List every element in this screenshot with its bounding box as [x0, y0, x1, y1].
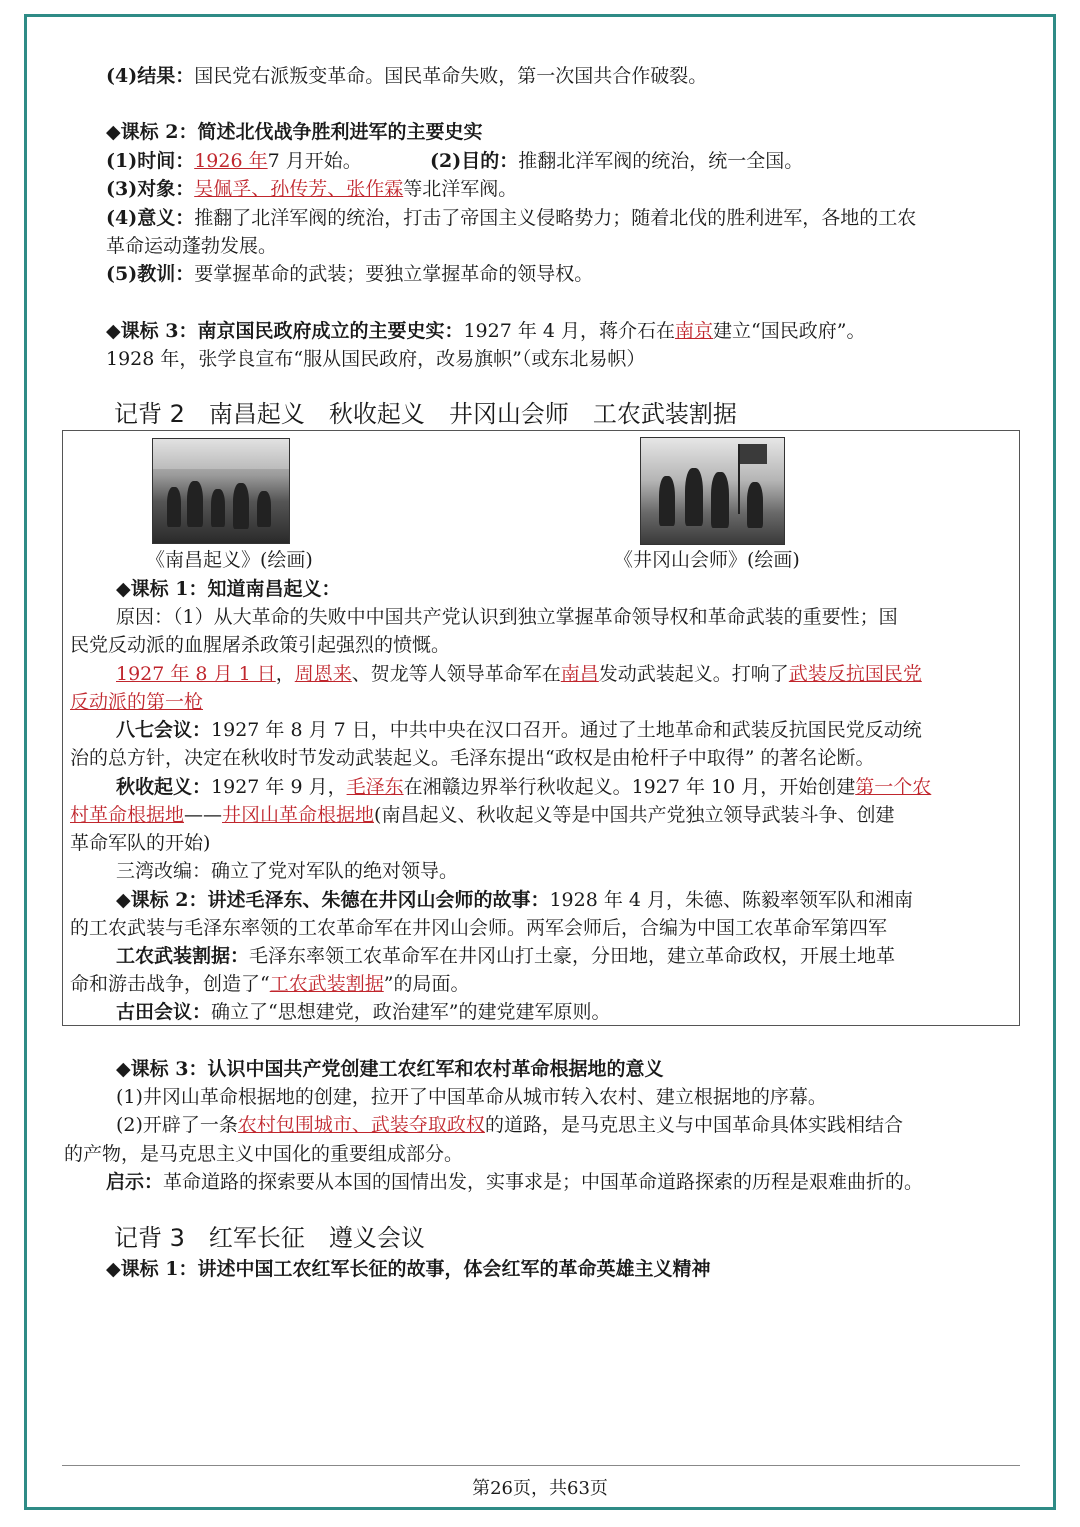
purpose-line: (2)目的：推翻北洋军阀的统治，统一全国。	[430, 150, 804, 172]
autumn-harvest-cont: 村革命根据地——井冈山革命根据地(南昌起义、秋收起义等是中国共产党独立领导武装斗争、创建	[70, 804, 895, 826]
cause-line: 原因：（1）从大革命的失败中中国共产党认识到独立掌握革命领导权和革命武装的重要性；国	[116, 606, 898, 628]
autumn-harvest-cont2: 革命军队的开始)	[70, 832, 211, 854]
armed-separatism-cont: 命和游击战争，创造了“工农武装割据”的局面。	[70, 973, 470, 995]
time-line: (1)时间：1926 年7 月开始。	[106, 150, 362, 172]
cause-cont: 民党反动派的血腥屠杀政策引起强烈的愤慨。	[70, 634, 451, 656]
gutian-line: 古田会议：确立了“思想建党，政治建军”的建党建军原则。	[116, 1001, 611, 1023]
page-number: 第26页，共63页	[472, 1478, 608, 1499]
nanchang-uprising-painting	[152, 438, 290, 544]
revelation-line: 启示：革命道路的探索要从本国的国情出发，实事求是；中国革命道路探索的历程是艰难曲折的。	[106, 1171, 924, 1193]
box-standard-2-line: ◆课标 2：讲述毛泽东、朱德在井冈山会师的故事：1928 年 4 月，朱德、陈毅率领军队和湘南	[116, 889, 914, 911]
lesson-line: (5)教训：要掌握革命的武装；要独立掌握革命的领导权。	[106, 263, 594, 285]
nanchang-line: 1927 年 8 月 1 日，周恩来、贺龙等人领导革命军在南昌发动武装起义。打响了武装反抗国民党	[116, 663, 922, 685]
target-line: (3)对象：吴佩孚、孙传芳、张作霖等北洋军阀。	[106, 178, 518, 200]
long-march-standard: ◆课标 1：讲述中国工农红军长征的故事，体会红军的革命英雄主义精神	[106, 1258, 711, 1280]
standard-2-heading: ◆课标 2：简述北伐战争胜利进军的主要史实	[106, 121, 483, 143]
standard-3-cont: 1928 年，张学良宣布“服从国民政府，改易旗帜”（或东北易帜）	[106, 348, 646, 370]
box-standard-2-cont: 的工农武装与毛泽东率领的工农革命军在井冈山会师。两军会师后，合编为中国工农革命军第四军	[70, 917, 888, 939]
sanwan-line: 三湾改编：确立了党对军队的绝对领导。	[116, 860, 459, 882]
box-standard-1: ◆课标 1：知道南昌起义：	[116, 578, 341, 600]
standard-3-line: ◆课标 3：南京国民政府成立的主要史实：1927 年 4 月，蒋介石在南京建立“国民政府”。	[106, 320, 866, 342]
significance-2-cont: 的产物，是马克思主义中国化的重要组成部分。	[64, 1143, 464, 1165]
armed-separatism-line: 工农武装割据：毛泽东率领工农革命军在井冈山打土豪，分田地，建立革命政权，开展土地革	[116, 945, 896, 967]
august-7-line: 八七会议：1927 年 8 月 7 日，中共中央在汉口召开。通过了土地革命和武装反抗国民党反动统	[116, 719, 922, 741]
footer-rule	[62, 1465, 1020, 1466]
caption-nanchang: 《南昌起义》(绘画)	[146, 549, 313, 571]
section-heading-3: 记背 3 红军长征 遵义会议	[114, 1224, 425, 1252]
caption-jinggangshan: 《井冈山会师》(绘画)	[614, 549, 800, 571]
significance-2: (2)开辟了一条农村包围城市、武装夺取政权的道路，是马克思主义与中国革命具体实践相结合	[116, 1114, 903, 1136]
significance-line: (4)意义：推翻了北洋军阀的统治，打击了帝国主义侵略势力；随着北伐的胜利进军，各地的工农	[106, 207, 917, 229]
august-7-cont: 治的总方针，决定在秋收时节发动武装起义。毛泽东提出“政权是由枪杆子中取得” 的著名论断。	[70, 747, 875, 769]
section-heading-2: 记背 2 南昌起义 秋收起义 井冈山会师 工农武装割据	[114, 400, 737, 428]
autumn-harvest-line: 秋收起义：1927 年 9 月，毛泽东在湘赣边界举行秋收起义。1927 年 10 月，开始创建第一个农	[116, 776, 932, 798]
jinggangshan-meeting-painting	[640, 437, 785, 545]
significance-cont: 革命运动蓬勃发展。	[106, 235, 278, 257]
standard-3-significance-heading: ◆课标 3：认识中国共产党创建工农红军和农村革命根据地的意义	[116, 1058, 664, 1080]
result-line: (4)结果：国民党右派叛变革命。国民革命失败，第一次国共合作破裂。	[106, 65, 708, 87]
nanchang-cont: 反动派的第一枪	[70, 691, 204, 713]
significance-1: (1)井冈山革命根据地的创建，拉开了中国革命从城市转入农村、建立根据地的序幕。	[116, 1086, 827, 1108]
